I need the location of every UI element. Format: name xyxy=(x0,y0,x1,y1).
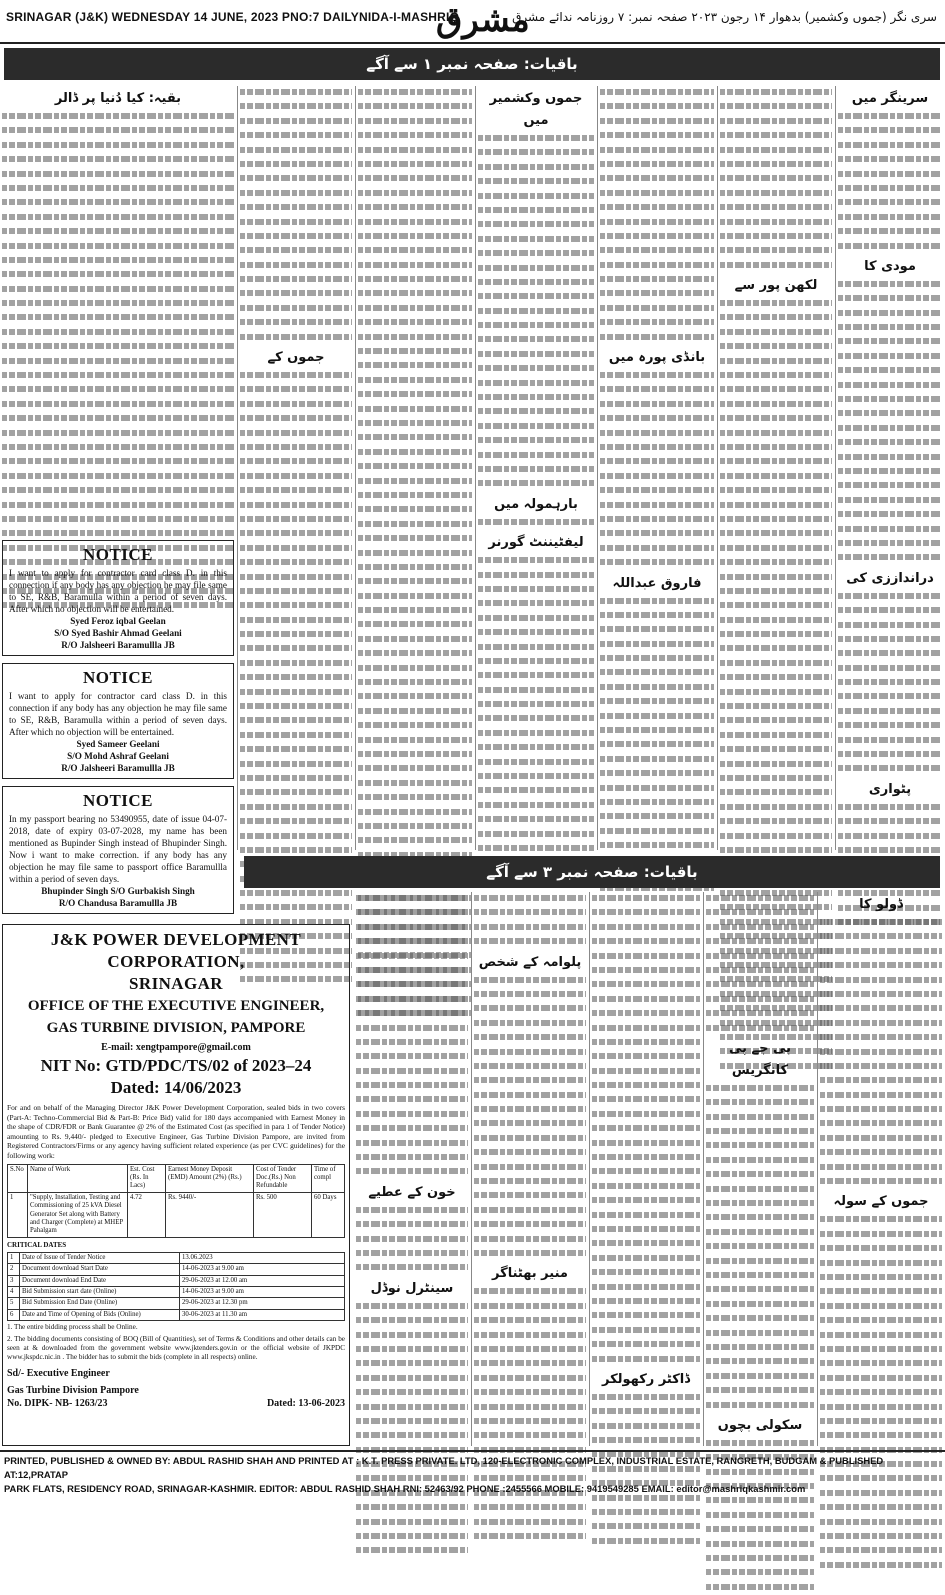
article-column-1 xyxy=(838,86,942,850)
tender-ref-date: Dated: 13-06-2023 xyxy=(266,1397,345,1409)
notice-signature: Syed Feroz iqbal Geelan xyxy=(70,616,166,626)
tender-work-table xyxy=(7,1164,345,1238)
article-column-6 xyxy=(240,86,352,850)
column-divider xyxy=(703,892,704,1446)
article-column-b5 xyxy=(356,892,468,1446)
table-cell: 14-06-2023 at 9.00 am xyxy=(180,1264,345,1275)
tender-notice xyxy=(2,924,350,1446)
table-cell: Rs. 9440/- xyxy=(166,1192,254,1237)
heading-central-nodal: سینٹرل نوڈل xyxy=(370,1280,454,1296)
table-cell: Document download End Date xyxy=(20,1275,180,1286)
article-column-dollar xyxy=(2,86,234,538)
heading-jammu-sixteen: جموں کے سولہ xyxy=(833,1194,929,1210)
heading-dr-rakholkar: ڈاکٹر رکھولکر xyxy=(601,1371,691,1387)
tender-office-line1: OFFICE OF THE EXECUTIVE ENGINEER, xyxy=(27,998,325,1014)
table-cell: 6 xyxy=(8,1309,20,1320)
table-cell: 29-06-2023 at 12.00 am xyxy=(180,1275,345,1286)
table-row xyxy=(8,1192,345,1237)
table-cell: 5 xyxy=(8,1298,20,1309)
column-divider xyxy=(355,86,356,850)
notice-address: R/O Jalsheeri Baramullla JB xyxy=(61,640,175,650)
table-cell: Document download Start Date xyxy=(20,1264,180,1275)
imprint-footer xyxy=(0,1450,945,1494)
notice-title: NOTICE xyxy=(82,668,154,687)
notice-signature: Bhupinder Singh S/O Gurbakish Singh xyxy=(41,886,195,896)
column-divider xyxy=(597,86,598,850)
table-row xyxy=(8,1309,345,1320)
table-cell: Date and Time of Opening of Bids (Online) xyxy=(20,1309,180,1320)
notice-3 xyxy=(2,786,234,914)
table-cell: 30-06-2023 at 11.30 am xyxy=(180,1309,345,1320)
column-divider xyxy=(589,892,590,1446)
table-cell: Rs. 500 xyxy=(254,1192,312,1237)
heading-pulwama: پلوامہ کے شخص xyxy=(478,954,582,970)
heading-dolo: ڈولو کا xyxy=(859,897,903,912)
masthead xyxy=(0,0,945,44)
notice-parentage: S/O Mohd Ashraf Geelani xyxy=(67,751,169,761)
heading-blood-donation: خون کے عطیے xyxy=(368,1184,456,1200)
column-divider xyxy=(471,892,472,1446)
continuation-banner-top: باقیات: صفحہ نمبر ۱ سے آگے xyxy=(4,48,940,80)
table-cell: 2 xyxy=(8,1264,20,1275)
table-row xyxy=(8,1275,345,1286)
table-header: Time of compl xyxy=(312,1164,345,1192)
heading-munir-bhatnagar: منیر بھٹناگر xyxy=(492,1266,568,1282)
heading-lieutenant-governor: لیفٹیننٹ گورنر xyxy=(488,535,584,551)
tender-note-2: 2. The bidding documents consisting of BOQ (Bill of Quantities), set of Terms & Conditions and other details can be seen at & downloaded from the government website www.jktenders.gov.in or the official website of JKPDC www.jkspdc.nic.in . The bidder has to submit the bids (complete in all respects) online. xyxy=(7,1334,345,1362)
heading-patwari: پٹواری xyxy=(868,781,912,797)
article-column-b1 xyxy=(820,892,942,1446)
table-row xyxy=(8,1298,345,1309)
table-header: Name of Work xyxy=(28,1164,128,1192)
table-cell: Bid Submission start date (Online) xyxy=(20,1287,180,1298)
column-divider xyxy=(717,86,718,850)
heading-jammu: جموں کے xyxy=(267,350,325,366)
heading-school-children: سکولی بچوں xyxy=(717,1417,803,1433)
column-divider xyxy=(817,892,818,1446)
notice-parentage: S/O Syed Bashir Ahmad Geelani xyxy=(54,628,182,638)
table-cell: 29-06-2023 at 12.30 pm xyxy=(180,1298,345,1309)
article-column-b2 xyxy=(706,892,814,1446)
table-cell: 3 xyxy=(8,1275,20,1286)
notice-body: In my passport bearing no 53490955, date of issue 04-07-2018, date of expiry 03-07-2028, my name has been mentioned as Bupinder Singh instead of Bhupinder Singh. Now i want to make correction. if any body has any objection he may file same to passport office Baramullla within a period of seven days. xyxy=(9,814,227,884)
tender-email: E-mail: xengtpampore@gmail.com xyxy=(101,1042,251,1053)
column-divider xyxy=(475,86,476,850)
tender-ref-number: No. DIPK- NB- 1263/23 xyxy=(7,1397,108,1409)
table-cell: "Supply, Installation, Testing and Commissioning of 25 kVA Diesel Generator Set along with Battery and Charger (Complete) at MHEP Pahalgam xyxy=(28,1192,128,1237)
tender-org-line2: CORPORATION, xyxy=(107,952,245,971)
heading-baramulla: بارہمولہ میں xyxy=(494,496,578,512)
heading-lakhanpur: لکھن پور سے xyxy=(734,278,818,294)
tender-body: For and on behalf of the Managing Director J&K Power Development Corporation, sealed bids in two covers (Part-A: Techno-Commercial Bid & Part-B: Price Bid) valid for 180 days accompanied with Earnest Money in the shape of CDR/FDR or Bank Guarantee @ 2% of the Estimated Cost (as specified in para 1 of Tender Notice) amounting to Rs. 9,440/- pledged to Executive Engineer, Gas Turbine Division Pampore, are invited from Registered Contractors/Firms or any agency having sufficient related experience (as per CVC guidelines) for the following work: xyxy=(7,1103,345,1160)
notice-2 xyxy=(2,663,234,779)
table-cell: 14-06-2023 at 9.00 am xyxy=(180,1287,345,1298)
heading-farooq-abdullah: فاروق عبداللہ xyxy=(612,575,702,591)
notice-signature: Syed Sameer Geelani xyxy=(76,739,160,749)
tender-division: Gas Turbine Division Pampore xyxy=(7,1384,139,1396)
heading-modi: مودی کا xyxy=(864,258,916,274)
tender-nit-number: NIT No: GTD/PDC/TS/02 of 2023–24 xyxy=(40,1056,312,1075)
article-column-2 xyxy=(720,86,832,850)
tender-office-line2: GAS TURBINE DIVISION, PAMPORE xyxy=(46,1020,306,1036)
critical-dates-title: CRITICAL DATES xyxy=(7,1240,67,1249)
article-column-b3 xyxy=(592,892,700,1446)
table-header: S.No xyxy=(8,1164,28,1192)
notice-address: R/O Jalsheeri Baramullla JB xyxy=(61,763,175,773)
notice-body: I want to apply for contractor card class D. in this connection if any body has any objection he may file same to SE, R&B, Baramulla within a period of seven days. After which no objection will be entertained. xyxy=(9,691,227,737)
table-header: Est. Cost (Rs. In Lacs) xyxy=(128,1164,166,1192)
heading-infiltration: درانداززی کی xyxy=(846,570,934,586)
notice-body: I want to apply for contractor card class D. in this connection if any body has any objection he may file same to SE, R&B, Baramulla within a period of seven days. After which no objection will be entertained. xyxy=(9,568,227,614)
notice-title: NOTICE xyxy=(82,545,154,564)
table-header-row xyxy=(8,1164,345,1192)
table-header: Cost of Tender Doc.(Rs.) Non Refundable xyxy=(254,1164,312,1192)
heading-bandipora: بانڈی پورہ میں xyxy=(608,350,706,366)
heading-bjp-congress: بی جے پی کانگریس xyxy=(728,1040,792,1078)
critical-dates-table xyxy=(7,1252,345,1321)
table-cell: Date of Issue of Tender Notice xyxy=(20,1252,180,1263)
newspaper-logo: مشرق xyxy=(436,0,530,40)
notice-1 xyxy=(2,540,234,656)
article-column-5 xyxy=(358,86,472,850)
tender-org-line1: J&K POWER DEVELOPMENT xyxy=(50,930,302,949)
article-column-3 xyxy=(600,86,714,850)
tender-date: Dated: 14/06/2023 xyxy=(110,1078,242,1097)
table-cell: 1 xyxy=(8,1252,20,1263)
table-row xyxy=(8,1264,345,1275)
heading-srinagar: سرینگر میں xyxy=(851,91,929,106)
masthead-right-text: سری نگر (جموں وکشمیر) بدھوار ۱۴ رجون ۲۰۲۳ صفحہ نمبر: ۷ روزنامہ ندائے مشرق xyxy=(512,10,937,24)
tender-note-1: 1. The entire bidding process shall be Online. xyxy=(7,1323,138,1332)
tender-reference xyxy=(7,1397,345,1410)
column-divider xyxy=(237,86,238,850)
column-divider xyxy=(835,86,836,850)
masthead-left-text: SRINAGAR (J&K) WEDNESDAY 14 JUNE, 2023 PNO:7 DAILYNIDA-I-MASHRIQ xyxy=(6,10,460,24)
notice-address: R/O Chandusa Baramullla JB xyxy=(58,898,178,908)
tender-org-line3: SRINAGAR xyxy=(129,974,223,993)
table-header: Earnest Money Deposit (EMD) Amount (2%) (Rs.) xyxy=(166,1164,254,1192)
table-cell: Bid Submission End Date (Online) xyxy=(20,1298,180,1309)
tender-signatory: Sd/- Executive Engineer xyxy=(7,1367,110,1379)
table-cell: 60 Days xyxy=(312,1192,345,1237)
heading-dollar: بقیہ: کیا دُنیا پر ڈالر xyxy=(54,91,182,106)
imprint-line-1: PRINTED, PUBLISHED & OWNED BY: ABDUL RASHID SHAH AND PRINTED AT : K.T. PRESS PRIVATE. LTD, 120-ELECTRONIC COMPLEX, INDUSTRIAL ESTATE, RANGRETH, BUDGAM & PUBLISHED AT:12,PRATAP xyxy=(4,1455,884,1480)
table-cell: 4.72 xyxy=(128,1192,166,1237)
table-cell: 13.06.2023 xyxy=(180,1252,345,1263)
continuation-banner-middle: باقیات: صفحہ نمبر ۳ سے آگے xyxy=(244,856,940,888)
table-cell: 4 xyxy=(8,1287,20,1298)
table-row xyxy=(8,1287,345,1298)
heading-jammu-kashmir: جموں وکشمیر میں xyxy=(489,91,583,128)
table-cell: 1 xyxy=(8,1192,28,1237)
article-column-b4 xyxy=(474,892,586,1446)
notice-title: NOTICE xyxy=(82,791,154,810)
table-row xyxy=(8,1252,345,1263)
article-column-4 xyxy=(478,86,594,850)
imprint-line-2: PARK FLATS, RESIDENCY ROAD, SRINAGAR-KASHMIR. EDITOR: ABDUL RASHID SHAH RNI: 52463/92 PHONE :2455566 MOBILE: 9419549285 EMAIL: editor@mashriqkashmir.com xyxy=(4,1483,806,1494)
